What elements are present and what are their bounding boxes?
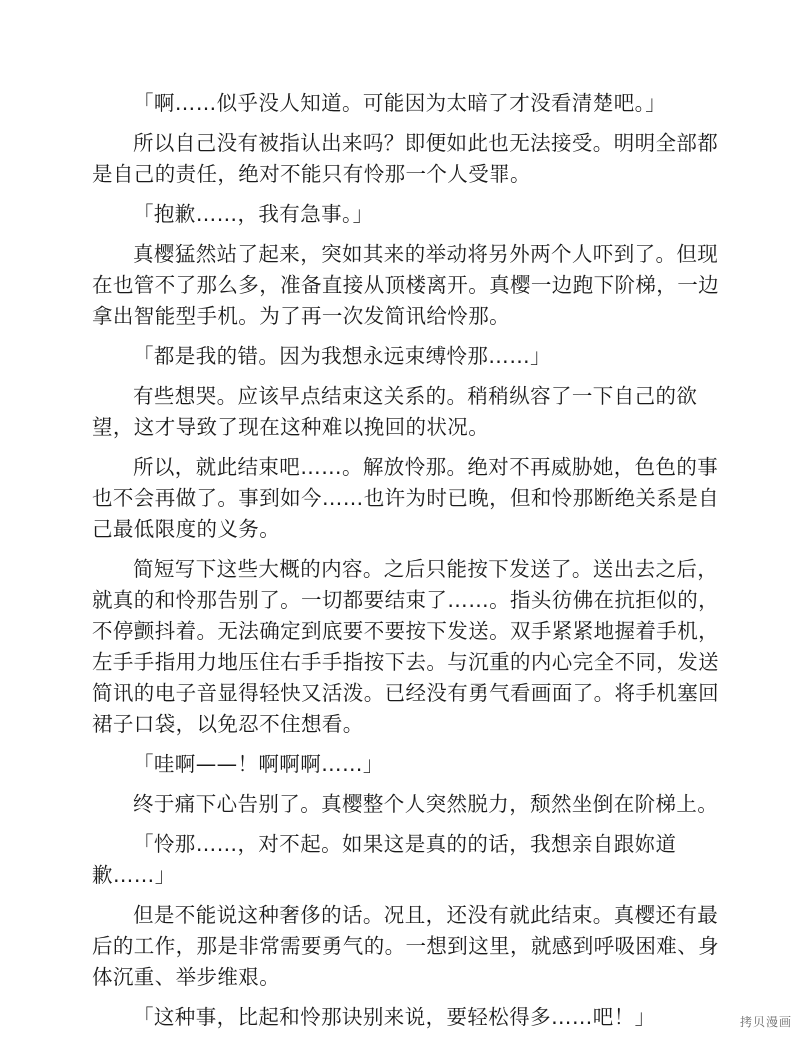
paragraph: 「啊……似乎没人知道。可能因为太暗了才没看清楚吧。」 xyxy=(133,91,667,115)
paragraph: 所以，就此结束吧……。解放怜那。绝对不再威胁她，色色的事也不会再做了。事到如今……也许为时已晚，但和怜那断绝关系是自己最低限度的义务。 xyxy=(92,455,719,541)
paragraph: 「怜那……，对不起。如果这是真的的话，我想亲自跟妳道歉……」 xyxy=(92,832,677,887)
paragraph: 有些想哭。应该早点结束这关系的。稍稍纵容了一下自己的欲望，这才导致了现在这种难以挽回的状况。 xyxy=(92,384,698,439)
paragraph: 简短写下这些大概的内容。之后只能按下发送了。送出去之后，就真的和怜那告别了。一切都要结束了……。指头彷佛在抗拒似的，不停颤抖着。无法确定到底要不要按下发送。双手紧紧地握着手机，左手手指用力地压住右手手指按下去。与沉重的内心完全不同，发送简讯的电子音显得轻快又活泼。已经没有勇气看画面了。将手机塞回裙子口袋，以免忍不住想看。 xyxy=(92,557,719,736)
paragraph: 所以自己没有被指认出来吗？即便如此也无法接受。明明全部都是自己的责任，绝对不能只有怜那一个人受罪。 xyxy=(92,131,719,186)
watermark: 拷贝漫画 xyxy=(739,1015,792,1029)
text-body xyxy=(92,88,722,1042)
paragraph: 「这种事，比起和怜那诀别来说，要轻松得多……吧！」 xyxy=(133,1005,656,1029)
paragraph: 「抱歉……，我有急事。」 xyxy=(133,202,374,226)
paragraph: 但是不能说这种奢侈的话。况且，还没有就此结束。真樱还有最后的工作，那是非常需要勇气的。一想到这里，就感到呼吸困难、身体沉重、举步维艰。 xyxy=(92,903,719,989)
paragraph: 「哇啊——！啊啊啊……」 xyxy=(133,752,384,776)
paragraph: 终于痛下心告别了。真樱整个人突然脱力，颓然坐倒在阶梯上。 xyxy=(133,792,719,816)
paragraph: 「都是我的错。因为我想永远束缚怜那……」 xyxy=(133,344,551,368)
paragraph: 真樱猛然站了起来，突如其来的举动将另外两个人吓到了。但现在也管不了那么多，准备直接从顶楼离开。真樱一边跑下阶梯，一边拿出智能型手机。为了再一次发简讯给怜那。 xyxy=(92,242,719,328)
